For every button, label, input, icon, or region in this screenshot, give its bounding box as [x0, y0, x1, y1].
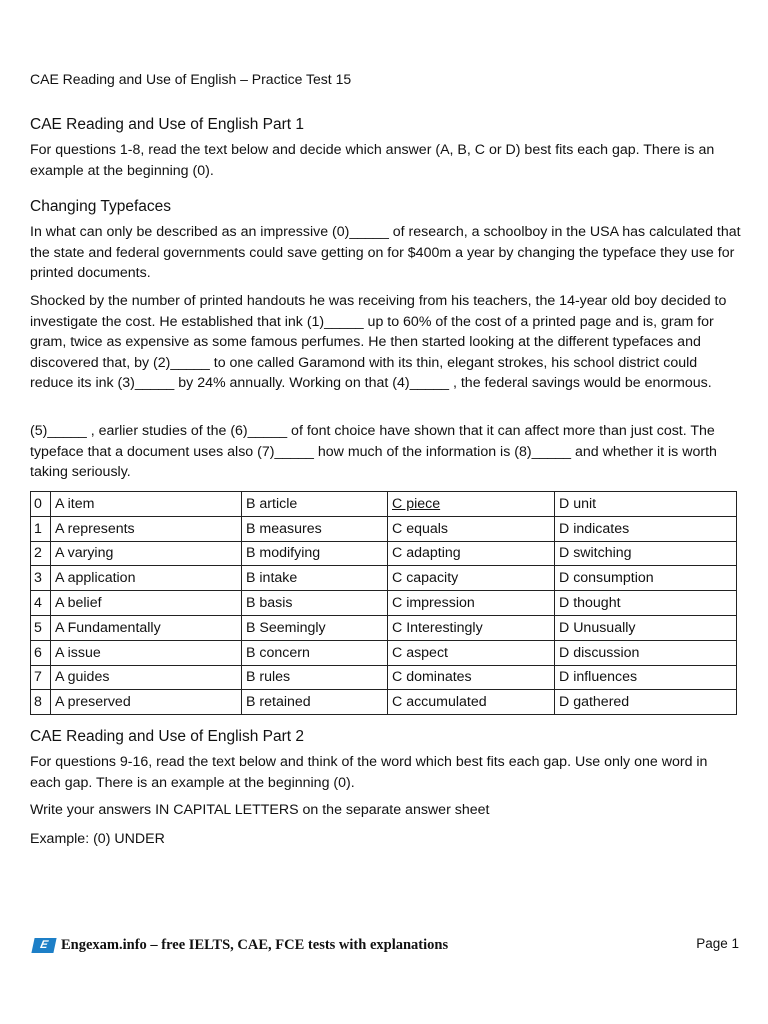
option-row [31, 591, 737, 616]
option-a-cell [51, 640, 242, 665]
option-d-cell [555, 665, 737, 690]
part2-instructions [30, 752, 742, 793]
option-a: A preserved [55, 694, 131, 711]
question-number-cell [31, 591, 51, 616]
question-number-cell [31, 690, 51, 715]
answer-options-table [30, 491, 737, 715]
option-b-cell [242, 541, 388, 566]
question-number-cell [31, 541, 51, 566]
paragraph-1-text: In what can only be described as an impressive (0)_____ of research, a schoolboy in the USA has calculated that the state and federal governments could save getting on for $400m a year by changing the typeface they use for printed documents. [30, 224, 741, 282]
option-c: C adapting [392, 545, 461, 562]
part2-heading: CAE Reading and Use of English Part 2 [30, 728, 304, 745]
option-a-cell [51, 690, 242, 715]
option-d-cell [555, 615, 737, 640]
option-d-cell [555, 516, 737, 541]
option-b: B basis [246, 595, 293, 612]
option-b: B article [246, 495, 298, 512]
option-a: A represents [55, 520, 135, 537]
part1-instructions [30, 140, 742, 181]
part2-instructions-text: For questions 9-16, read the text below and think of the word which best fits each gap. Use only one word in each gap. There is an example at the beginning (0). [30, 754, 708, 791]
question-number-cell [31, 516, 51, 541]
option-a: A issue [55, 644, 101, 661]
option-a: A belief [55, 595, 102, 612]
option-d: D thought [559, 595, 621, 612]
page-number: Page 1 [696, 936, 739, 951]
question-number: 1 [34, 520, 42, 537]
option-d: D indicates [559, 520, 630, 537]
option-c-cell [388, 566, 555, 591]
paragraph-1 [30, 222, 742, 284]
option-d: D unit [559, 495, 597, 512]
paragraph-3-text: (5)_____ , earlier studies of the (6)_____ of font choice have shown that it can affect more than just cost. The typeface that a document uses also (7)_____ how much of the information is (8)_____ and whether it is worth taking seriously. [30, 423, 717, 481]
option-c: C equals [392, 520, 448, 537]
question-number-cell [31, 615, 51, 640]
option-b-cell [242, 492, 388, 517]
question-number: 7 [34, 669, 42, 686]
question-number: 4 [34, 595, 42, 612]
option-row [31, 640, 737, 665]
option-d-cell [555, 640, 737, 665]
option-c: C accumulated [392, 694, 487, 711]
example-answer [30, 829, 742, 850]
answer-options-body [31, 492, 737, 715]
option-a: A varying [55, 545, 114, 562]
option-c-cell [388, 615, 555, 640]
option-c-cell [388, 690, 555, 715]
engexam-logo-icon: E [31, 938, 56, 953]
option-a-cell [51, 591, 242, 616]
part1-instructions-text: For questions 1-8, read the text below and decide which answer (A, B, C or D) best fits each gap. There is an example at the beginning (0). [30, 142, 715, 179]
option-c: C dominates [392, 669, 472, 686]
option-b: B rules [246, 669, 291, 686]
option-d: D gathered [559, 694, 630, 711]
option-a: A Fundamentally [55, 619, 161, 636]
part1-heading: CAE Reading and Use of English Part 1 [30, 116, 304, 133]
option-d-cell [555, 566, 737, 591]
option-c-cell [388, 640, 555, 665]
question-number-cell [31, 566, 51, 591]
option-d: D Unusually [559, 619, 636, 636]
option-c: C aspect [392, 644, 448, 661]
question-number-cell [31, 640, 51, 665]
paragraph-3 [30, 421, 742, 483]
option-c-cell [388, 541, 555, 566]
option-b: B concern [246, 644, 310, 661]
option-a-cell [51, 541, 242, 566]
paragraph-2 [30, 291, 742, 394]
option-c: C capacity [392, 570, 459, 587]
option-row [31, 690, 737, 715]
question-number: 6 [34, 644, 42, 661]
option-a-cell [51, 492, 242, 517]
option-b: B retained [246, 694, 311, 711]
text-title: Changing Typefaces [30, 198, 172, 215]
question-number-cell [31, 492, 51, 517]
question-number: 2 [34, 545, 42, 562]
option-c-cell [388, 516, 555, 541]
question-number: 0 [34, 495, 42, 512]
option-d: D consumption [559, 570, 654, 587]
option-c: C Interestingly [392, 619, 483, 636]
option-d: D switching [559, 545, 632, 562]
option-c-cell [388, 492, 555, 517]
page-footer [33, 936, 739, 956]
option-row [31, 516, 737, 541]
question-number: 8 [34, 694, 42, 711]
option-b: B intake [246, 570, 298, 587]
option-b: B Seemingly [246, 619, 326, 636]
option-row [31, 566, 737, 591]
option-b-cell [242, 640, 388, 665]
option-b: B modifying [246, 545, 321, 562]
option-a-cell [51, 615, 242, 640]
option-d-cell [555, 492, 737, 517]
example-answer-text: Example: (0) UNDER [30, 831, 165, 847]
option-b-cell [242, 516, 388, 541]
option-b-cell [242, 665, 388, 690]
option-a: A guides [55, 669, 110, 686]
paragraph-2-text: Shocked by the number of printed handouts he was receiving from his teachers, the 14-year old boy decided to investigate the cost. He established that ink (1)_____ up to 60% of the cost of a printed page and is, gram for gram, twice as expensive as some famous perfumes. He then started looking at the different typefaces and discovered that, by (2)_____ to one called Garamond with its thin, elegant strokes, his school district could reduce its ink (3)_____ by 24% annually. Working on that (4)_____ , the federal savings would be enormous. [30, 293, 727, 392]
option-d: D influences [559, 669, 638, 686]
option-b-cell [242, 566, 388, 591]
question-number-cell [31, 665, 51, 690]
option-row [31, 665, 737, 690]
option-a: A item [55, 495, 95, 512]
question-number: 3 [34, 570, 42, 587]
option-row [31, 492, 737, 517]
option-d-cell [555, 591, 737, 616]
option-c-cell [388, 591, 555, 616]
option-a: A application [55, 570, 136, 587]
footer-site-text: Engexam.info – free IELTS, CAE, FCE tests with explanations [61, 937, 449, 953]
option-row [31, 615, 737, 640]
question-number: 5 [34, 619, 42, 636]
option-b-cell [242, 615, 388, 640]
option-a-cell [51, 665, 242, 690]
option-c: C impression [392, 595, 475, 612]
option-b-cell [242, 591, 388, 616]
option-a-cell [51, 566, 242, 591]
answer-note-text: Write your answers IN CAPITAL LETTERS on the separate answer sheet [30, 802, 490, 818]
option-b: B measures [246, 520, 322, 537]
option-c: C piece [392, 495, 441, 512]
option-d-cell [555, 690, 737, 715]
option-a-cell [51, 516, 242, 541]
option-b-cell [242, 690, 388, 715]
document-title: CAE Reading and Use of English – Practice Test 15 [30, 71, 352, 87]
option-row [31, 541, 737, 566]
option-c-cell [388, 665, 555, 690]
answer-note [30, 800, 742, 821]
option-d: D discussion [559, 644, 640, 661]
option-d-cell [555, 541, 737, 566]
